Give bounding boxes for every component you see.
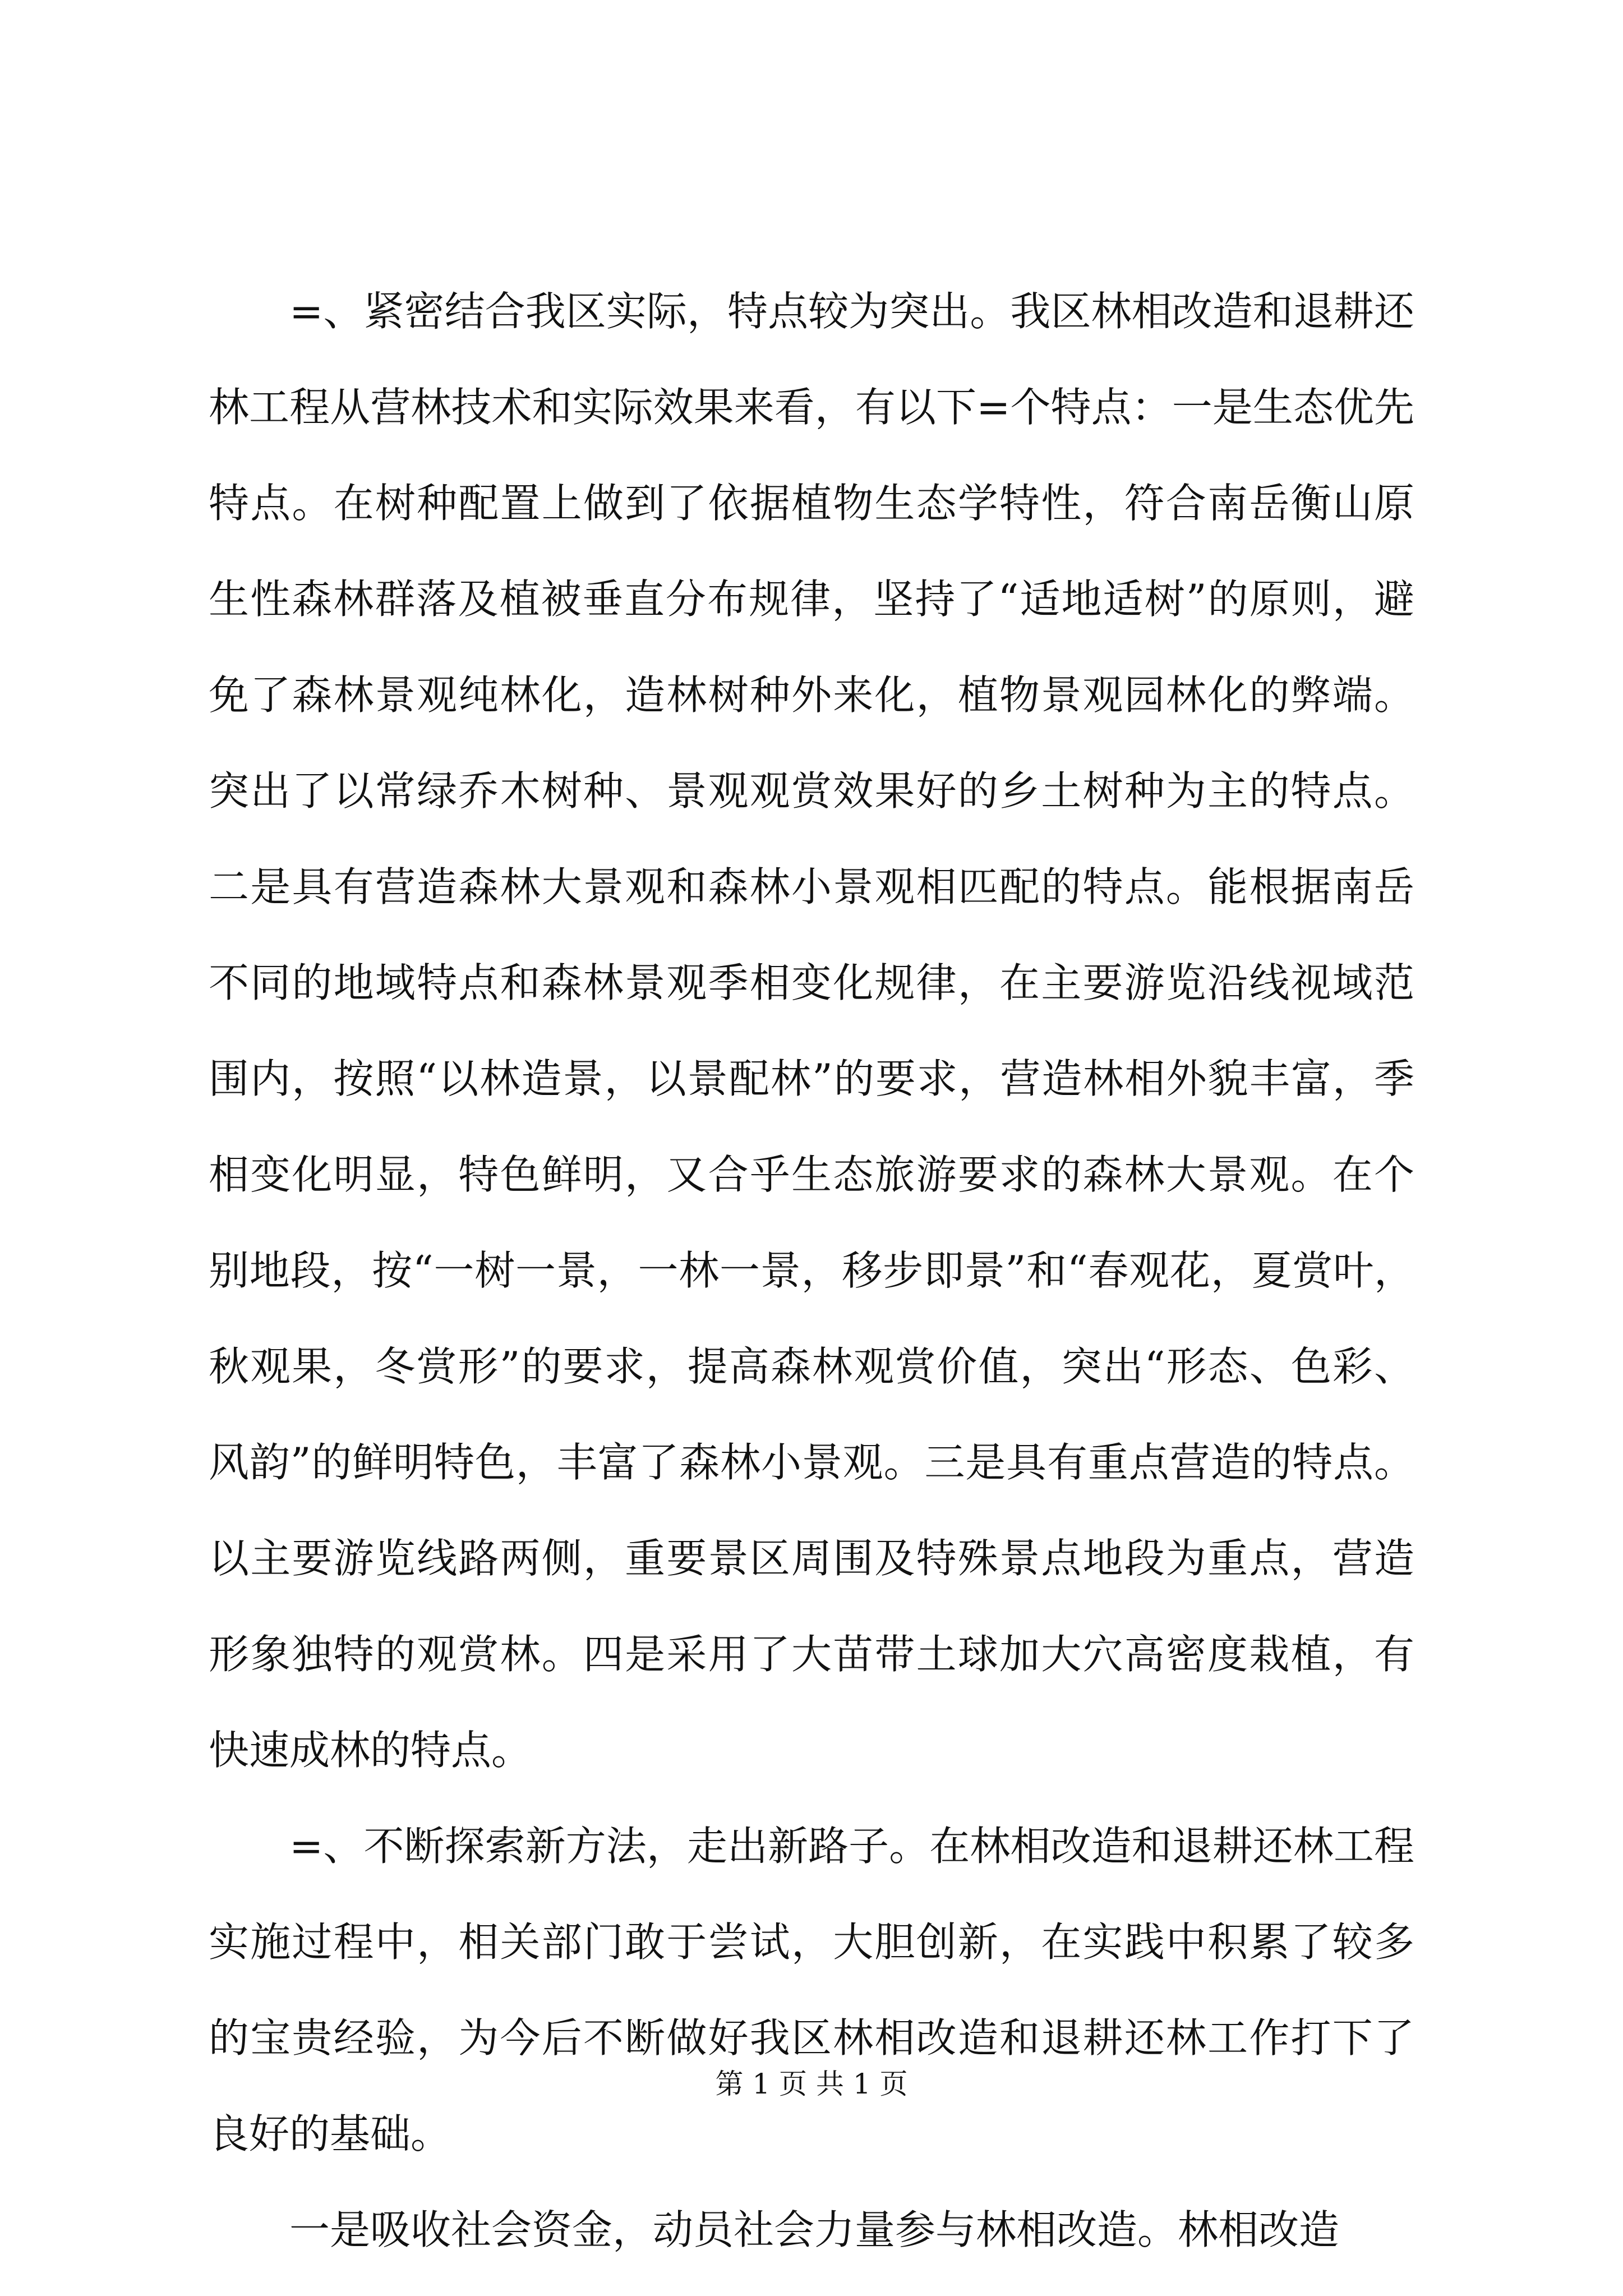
paragraph-2: =、不断探索新方法，走出新路子。在林相改造和退耕还林工程实施过程中，相关部门敢于尝试，大胆创新，在实践中积累了较多的宝贵经验，为今后不断做好我区林相改造和退耕还林工作打下了良好的基础。	[209, 1823, 1414, 2157]
page-footer: 第 1 页 共 1 页	[715, 2068, 908, 2100]
paragraph-1: =、紧密结合我区实际，特点较为突出。我区林相改造和退耕还林工程从营林技术和实际效果来看，有以下=个特点：一是生态优先特点。在树种配置上做到了依据植物生态学特性，符合南岳衡山原生性森林群落及植被垂直分布规律，坚持了“适地适树”的原则，避免了森林景观纯林化，造林树种外来化，植物景观园林化的弊端。突出了以常绿乔木树种、景观观赏效果好的乡土树种为主的特点。二是具有营造森林大景观和森林小景观相匹配的特点。能根据南岳不同的地域特点和森林景观季相变化规律，在主要游览沿线视域范围内，按照“以林造景，以景配林”的要求，营造林相外貌丰富，季相变化明显，特色鲜明，又合乎生态旅游要求的森林大景观。在个别地段，按“一树一景，一林一景，移步即景”和“春观花，夏赏叶，秋观果，冬赏形”的要求，提高森林观赏价值，突出“形态、色彩、风韵”的鲜明特色，丰富了森林小景观。三是具有重点营造的特点。以主要游览线路两侧，重要景区周围及特殊景点地段为重点，营造形象独特的观赏林。四是采用了大苗带土球加大穴高密度栽植，有快速成林的特点。	[209, 288, 1414, 1774]
document-body	[209, 264, 1414, 2278]
paragraph-3: 一是吸收社会资金，动员社会力量参与林相改造。林相改造	[289, 2206, 1340, 2253]
